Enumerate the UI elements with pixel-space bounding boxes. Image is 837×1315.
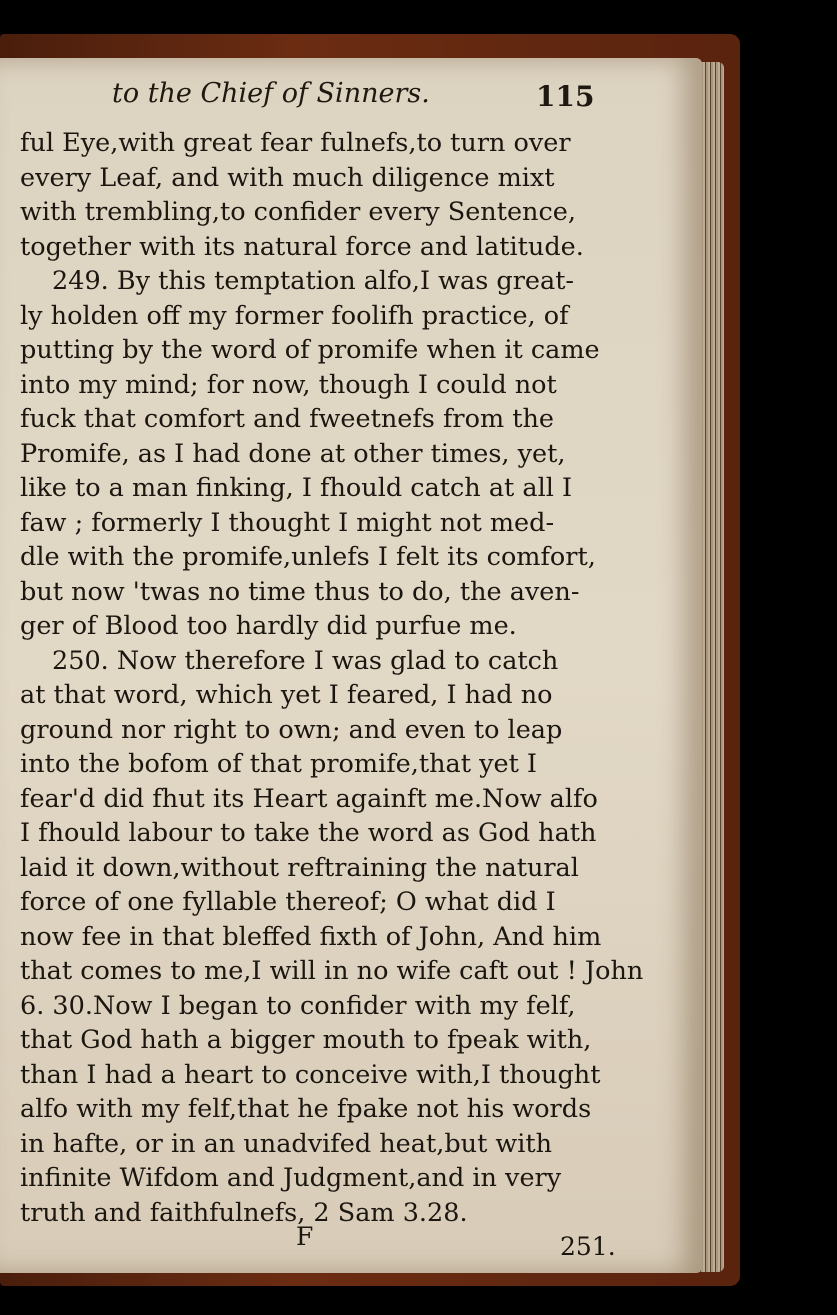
text-line: infinite Wifdom and Judgment,and in very <box>20 1163 562 1193</box>
text-line: 250. Now therefore I was glad to catch <box>52 645 559 676</box>
signature-mark: F <box>296 1222 314 1251</box>
text-line: that comes to me,I will in no wife caft out ! John <box>20 956 644 986</box>
text-line: 249. By this temptation alfo,I was great- <box>52 266 575 296</box>
text-line: now fee in that bleffed fixth of John, And him <box>20 921 602 952</box>
text-line: together with its natural force and latitude. <box>20 231 584 262</box>
text-line: putting by the word of promife when it came <box>20 335 600 365</box>
text-line: in hafte, or in an unadvifed heat,but with <box>20 1128 553 1159</box>
running-title: to the Chief of Sinners. <box>112 78 430 109</box>
body-text <box>20 126 644 1230</box>
page-number: 115 <box>536 80 595 113</box>
text-line: into the bofom of that promife,that yet I <box>20 749 538 779</box>
text-line: ful Eye,with great fear fulnefs,to turn over <box>20 128 571 158</box>
text-line: that God hath a bigger mouth to fpeak with, <box>20 1025 592 1055</box>
text-line: every Leaf, and with much diligence mixt <box>20 162 555 193</box>
text-line: faw ; formerly I thought I might not med- <box>20 507 555 538</box>
text-line: ly holden off my former foolifh practice, of <box>20 300 569 331</box>
text-line: with trembling,to confider every Sentence, <box>20 197 576 227</box>
running-header <box>112 78 612 113</box>
text-line: at that word, which yet I feared, I had no <box>20 680 553 710</box>
text-line: Promife, as I had done at other times, yet, <box>20 438 566 469</box>
text-line: ger of Blood too hardly did purfue me. <box>20 611 517 641</box>
text-line: than I had a heart to conceive with,I thought <box>20 1059 601 1090</box>
text-line: 6. 30.Now I began to confider with my felf, <box>20 990 576 1021</box>
text-line: truth and faithfulnefs, 2 Sam 3.28. <box>20 1197 468 1228</box>
text-line: I fhould labour to take the word as God hath <box>20 818 597 848</box>
text-line: force of one fyllable thereof; O what did I <box>20 887 556 917</box>
text-line: dle with the promife,unlefs I felt its comfort, <box>20 542 596 572</box>
text-line: laid it down,without reftraining the natural <box>20 852 579 883</box>
text-line: alfo with my felf,that he fpake not his words <box>20 1094 592 1124</box>
text-line: fuck that comfort and fweetnefs from the <box>20 404 554 434</box>
text-line: into my mind; for now, though I could not <box>20 369 557 400</box>
text-line: but now 'twas no time thus to do, the aven- <box>20 576 580 607</box>
text-line: fear'd did fhut its Heart againft me.Now alfo <box>20 783 598 814</box>
folio-number: 251. <box>560 1232 616 1261</box>
text-line: ground nor right to own; and even to leap <box>20 714 563 745</box>
text-line: like to a man finking, I fhould catch at all I <box>20 473 573 503</box>
